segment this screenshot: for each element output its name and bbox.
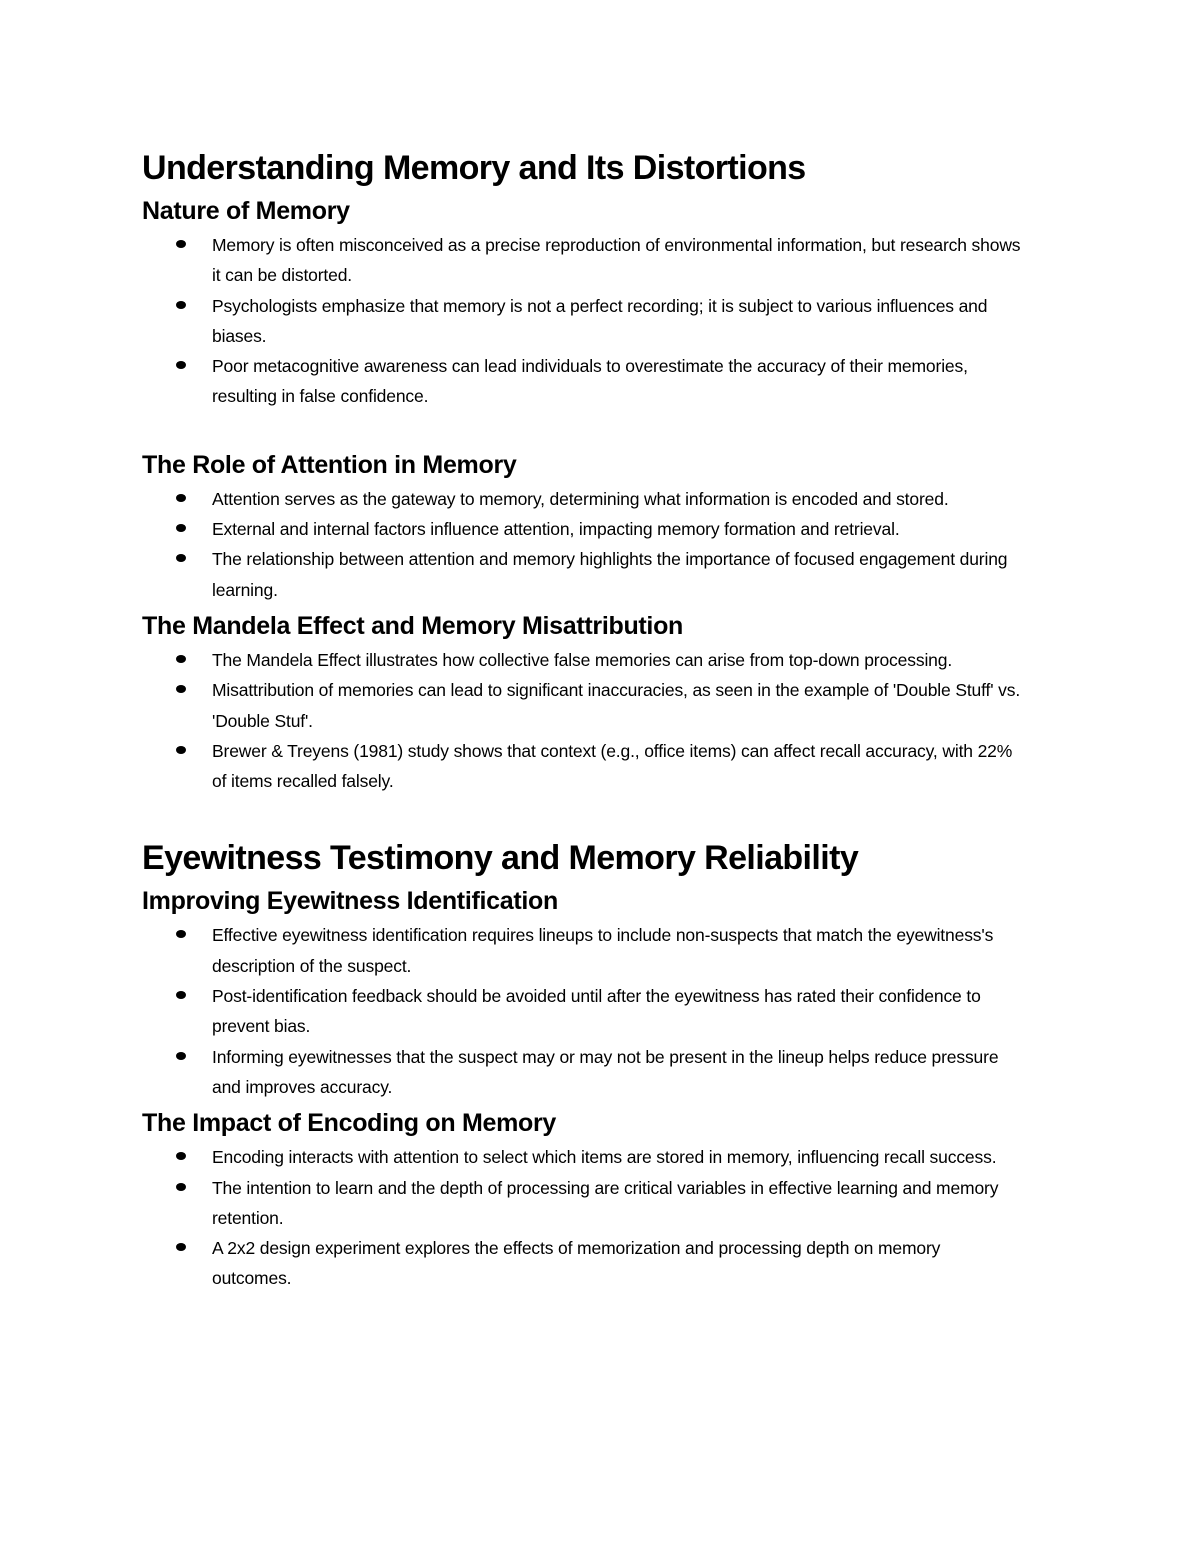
bullet-icon: [176, 930, 186, 938]
list-item-text: The relationship between attention and memory highlights the importance of focused engagement during learning.: [212, 549, 1008, 600]
list-item: [142, 230, 1022, 291]
bullet-icon: [176, 240, 186, 248]
list-item-text: Misattribution of memories can lead to significant inaccuracies, as seen in the example of 'Double Stuff' vs. 'Double Stuf'.: [212, 680, 1021, 731]
bullet-icon: [176, 655, 186, 663]
bullet-icon: [176, 746, 186, 754]
subsection-title: The Impact of Encoding on Memory: [142, 1109, 557, 1138]
section-title: Eyewitness Testimony and Memory Reliability: [142, 839, 859, 878]
subsection-title: Nature of Memory: [142, 197, 350, 225]
list-item: [142, 736, 1022, 797]
subsection-title: Improving Eyewitness Identification: [142, 887, 558, 916]
subsection-title: The Role of Attention in Memory: [142, 450, 517, 479]
list-item-text: Poor metacognitive awareness can lead individuals to overestimate the accuracy of their memories, resulting in false confidence.: [212, 356, 968, 407]
list-item: [142, 675, 1022, 736]
list-item-text: Post-identification feedback should be avoided until after the eyewitness has rated their confidence to prevent bias.: [212, 986, 981, 1037]
bullet-icon: [176, 685, 186, 693]
list-item-text: Psychologists emphasize that memory is not a perfect recording; it is subject to various influences and biases.: [212, 295, 988, 346]
list-item: [142, 1173, 1022, 1234]
list-item-text: A 2x2 design experiment explores the effects of memorization and processing depth on memory outcomes.: [212, 1238, 941, 1289]
bullet-list: [142, 1142, 1060, 1293]
list-item: [142, 981, 1022, 1042]
list-item: [142, 544, 1022, 605]
list-item: [142, 645, 1022, 675]
list-item-text: Informing eyewitnesses that the suspect may or may not be present in the lineup helps reduce pressure and improves accuracy.: [212, 1046, 999, 1097]
list-item-text: Encoding interacts with attention to select which items are stored in memory, influencing recall success.: [212, 1147, 997, 1168]
bullet-icon: [176, 1152, 186, 1160]
list-item: [142, 920, 1022, 981]
list-item-text: Attention serves as the gateway to memory, determining what information is encoded and stored.: [212, 488, 949, 509]
bullet-list: [142, 645, 1060, 796]
bullet-icon: [176, 301, 186, 309]
list-item-text: Memory is often misconceived as a precise reproduction of environmental information, but research shows it can be distorted.: [212, 235, 1021, 286]
list-item-text: The intention to learn and the depth of processing are critical variables in effective learning and memory retention.: [212, 1177, 999, 1228]
subsection-title: The Mandela Effect and Memory Misattribution: [142, 611, 684, 640]
bullet-icon: [176, 1183, 186, 1191]
bullet-icon: [176, 361, 186, 369]
list-item: [142, 1142, 1022, 1172]
bullet-list: [142, 920, 1060, 1102]
list-item: [142, 1042, 1022, 1103]
bullet-icon: [176, 494, 186, 502]
list-item-text: The Mandela Effect illustrates how collective false memories can arise from top-down processing.: [212, 649, 953, 670]
list-item: [142, 514, 1022, 544]
list-item: [142, 484, 1022, 514]
bullet-icon: [176, 991, 186, 999]
list-item-text: External and internal factors influence attention, impacting memory formation and retrieval.: [212, 519, 900, 540]
bullet-icon: [176, 1052, 186, 1060]
list-item: [142, 1233, 1022, 1294]
bullet-icon: [176, 524, 186, 532]
list-item: [142, 291, 1022, 352]
bullet-list: [142, 484, 1060, 605]
list-item: [142, 351, 1022, 412]
bullet-icon: [176, 1243, 186, 1251]
bullet-icon: [176, 554, 186, 562]
list-item-text: Effective eyewitness identification requires lineups to include non-suspects that match the eyewitness's description of the suspect.: [212, 925, 994, 976]
bullet-list: [142, 230, 1060, 412]
list-item-text: Brewer & Treyens (1981) study shows that context (e.g., office items) can affect recall accuracy, with 22% of items recalled falsely.: [212, 740, 1013, 792]
section-title: Understanding Memory and Its Distortions: [142, 149, 806, 187]
